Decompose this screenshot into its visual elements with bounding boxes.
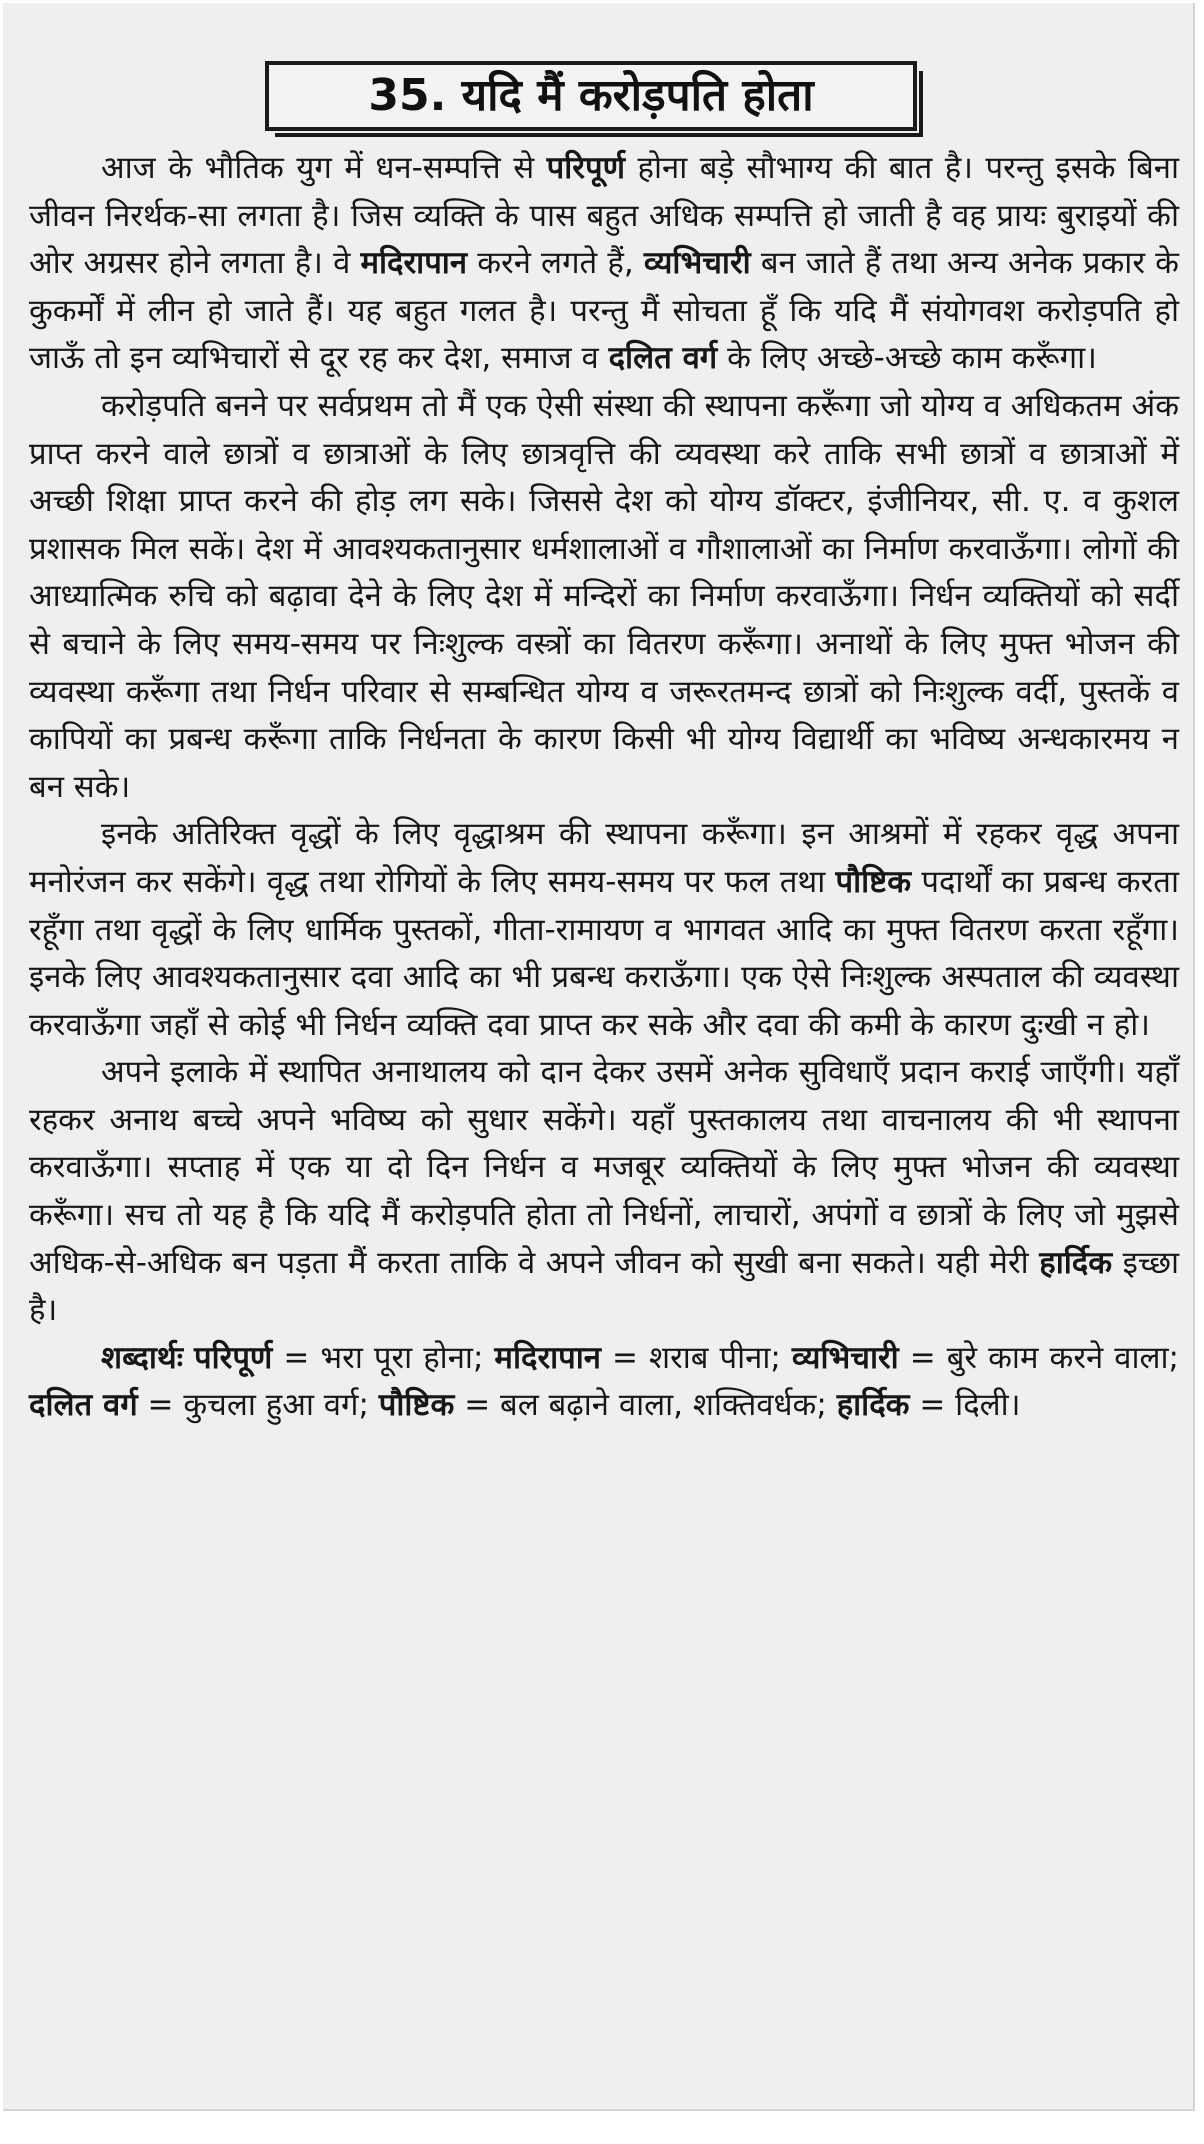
essay-body: [29, 145, 1179, 1430]
paragraph: [29, 811, 1179, 1049]
text-run: पदार्थों का प्रबन्ध करता रहूँगा तथा वृद्धों के लिए धार्मिक पुस्तकों, गीता-रामायण व भागवत आदि का मुफ्त वितरण करता रहूँगा। इनके लिए आवश्यकतानुसार दवा आदि का भी प्रबन्ध कराऊँगा। एक ऐसे निःशुल्क अस्पताल की व्यवस्था करवाऊँगा जहाँ से कोई भी निर्धन व्यक्ति दवा प्राप्त कर सके और दवा की कमी के कारण दुःखी न हो।: [29, 863, 1179, 1043]
glossary-entries: परिपूर्ण = भरा पूरा होना; मदिरापान = शराब पीना; व्यभिचारी = बुरे काम करने वाला; दलित वर्ग = कुचला हुआ वर्ग; पौष्टिक = बल बढ़ाने वाला, शक्तिवर्धक; हार्दिक = दिली।: [29, 1339, 1179, 1424]
bold-term: दलित वर्ग: [608, 340, 718, 377]
text-run: बन जाते हैं तथा अन्य अनेक प्रकार के कुकर्मों में लीन हो जाते हैं। यह बहुत गलत है। परन्तु मैं सोचता हूँ कि यदि मैं संयोगवश करोड़पति हो जाऊँ तो इन व्यभिचारों से दूर रह कर देश, समाज व: [29, 245, 1179, 377]
text-run: करने लगते हैं,: [467, 245, 644, 282]
glossary-term: दलित वर्ग: [29, 1387, 138, 1424]
paragraph: [29, 1049, 1179, 1335]
bold-term: पौष्टिक: [835, 863, 912, 900]
glossary-term: परिपूर्ण: [194, 1339, 273, 1376]
bold-term: हार्दिक: [1039, 1244, 1113, 1281]
glossary: [29, 1335, 1179, 1430]
bold-term: परिपूर्ण: [546, 150, 626, 186]
glossary-term: पौष्टिक: [378, 1387, 455, 1424]
glossary-term: मदिरापान: [494, 1339, 601, 1376]
text-run: आज के भौतिक युग में धन-सम्पत्ति से: [101, 150, 547, 186]
glossary-meaning: भरा पूरा होना: [320, 1339, 473, 1376]
text-run: अपने इलाके में स्थापित अनाथालय को दान देकर उसमें अनेक सुविधाएँ प्रदान कराई जाएँगी। यहाँ रहकर अनाथ बच्चे अपने भविष्य को सुधार सकेंगे। यहाँ पुस्तकालय तथा वाचनालय की भी स्थापना करवाऊँगा। सप्ताह में एक या दो दिन निर्धन व मजबूर व्यक्तियों के लिए मुफ्त भोजन की व्यवस्था करूँगा। सच तो यह है कि यदि मैं करोड़पति होता तो निर्धनों, लाचारों, अपंगों व छात्रों के लिए जो मुझसे अधिक-से-अधिक बन पड़ता मैं करता ताकि वे अपने जीवन को सुखी बना सकते। यही मेरी: [29, 1054, 1179, 1281]
paragraph: [29, 145, 1179, 383]
glossary-heading: शब्दार्थः: [101, 1339, 183, 1376]
essay-title: 35. यदि मैं करोड़पति होता: [368, 70, 814, 121]
scanned-page: [3, 3, 1195, 2111]
bold-term: व्यभिचारी: [643, 245, 751, 282]
text-run: होना बड़े सौभाग्य की बात है। परन्तु इसके बिना जीवन निरर्थक-सा लगता है। जिस व्यक्ति के पास बहुत अधिक सम्पत्ति हो जाती है वह प्रायः बुराइयों की ओर अग्रसर होने लगता है। वे: [29, 150, 1179, 282]
bold-term: मदिरापान: [360, 245, 468, 282]
text-run: इच्छा है।: [29, 1244, 1179, 1329]
text-run: करोड़पति बनने पर सर्वप्रथम तो मैं एक ऐसी संस्था की स्थापना करूँगा जो योग्य व अधिकतम अंक प्राप्त करने वाले छात्रों व छात्राओं के लिए छात्रवृत्ति की व्यवस्था करे ताकि सभी छात्रों व छात्राओं में अच्छी शिक्षा प्राप्त करने की होड़ लग सके। जिससे देश को योग्य डॉक्टर, इंजीनियर, सी. ए. व कुशल प्रशासक मिल सकें। देश में आवश्यकतानुसार धर्मशालाओं व गौशालाओं का निर्माण करवाऊँगा। लोगों की आध्यात्मिक रुचि को बढ़ावा देने के लिए देश में मन्दिरों का निर्माण करवाऊँगा। निर्धन व्यक्तियों को सर्दी से बचाने के लिए समय-समय पर निःशुल्क वस्त्रों का वितरण करूँगा। अनाथों के लिए मुफ्त भोजन की व्यवस्था करूँगा तथा निर्धन परिवार से सम्बन्धित योग्य व जरूरतमन्द छात्रों को निःशुल्क वर्दी, पुस्तकें व कापियों का प्रबन्ध करूँगा ताकि निर्धनता के कारण किसी भी योग्य विद्यार्थी का भविष्य अन्धकारमय न बन सके।: [29, 387, 1179, 805]
text-run: के लिए अच्छे-अच्छे काम करूँगा।: [717, 340, 1097, 377]
glossary-meaning: बल बढ़ाने वाला, शक्तिवर्धक: [500, 1387, 817, 1424]
text-run: इनके अतिरिक्त वृद्धों के लिए वृद्धाश्रम की स्थापना करूँगा। इन आश्रमों में रहकर वृद्ध अपना मनोरंजन कर सकेंगे। वृद्ध तथा रोगियों के लिए समय-समय पर फल तथा: [29, 816, 1179, 900]
glossary-term: व्यभिचारी: [791, 1339, 899, 1376]
glossary-meaning: बुरे काम करने वाला: [946, 1339, 1169, 1376]
glossary-meaning: दिली: [955, 1387, 1009, 1424]
title-box: [265, 61, 917, 131]
glossary-meaning: शराब पीना: [649, 1339, 771, 1376]
glossary-term: हार्दिक: [836, 1387, 910, 1424]
paragraph: [29, 383, 1179, 811]
glossary-meaning: कुचला हुआ वर्ग: [183, 1387, 359, 1424]
